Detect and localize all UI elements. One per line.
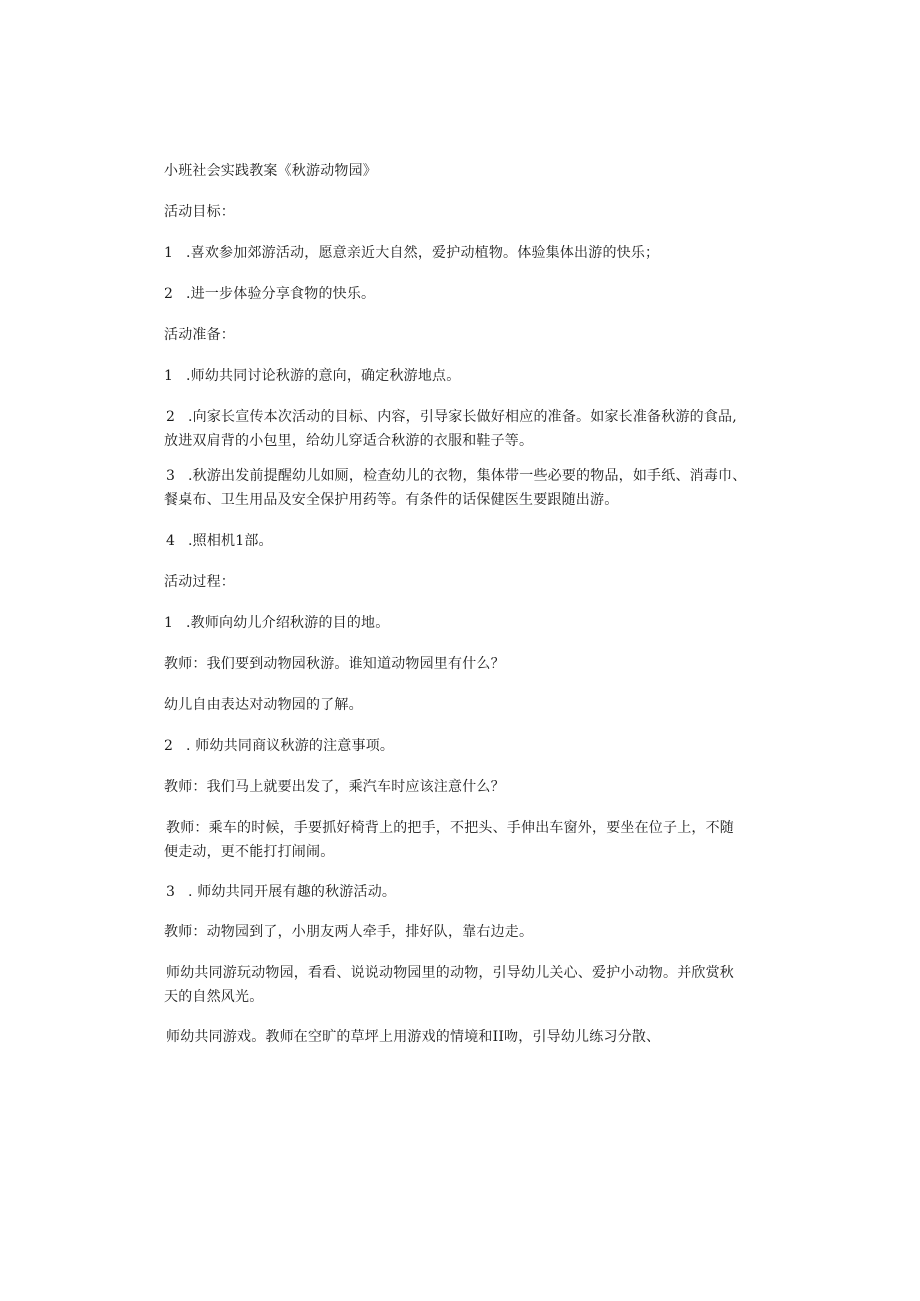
goal-2-number: 2 (164, 286, 174, 302)
document-title: 小班社会实践教案《秋游动物园》 (164, 163, 377, 179)
prep-item-3-line-2: 餐桌布、卫生用品及安全保护用药等。有条件的话保健医生要跟随出游。 (164, 492, 619, 508)
proc-2-teacher-line: 教师：我们马上就要出发了，乘汽车时应该注意什么？ (164, 779, 505, 795)
prep-item-2-line-2: 放进双肩背的小包里，给幼儿穿适合秋游的衣服和鞋子等。 (164, 433, 534, 449)
proc-3-teacher-line: 教师：动物园到了，小朋友两人牵手，排好队，靠右边走。 (164, 924, 534, 940)
proc-3-game-line: 师幼共同游戏。教师在空旷的草坪上用游戏的情境和II吻，引导幼儿练习分散、 (166, 1029, 661, 1045)
process-item-3 (166, 880, 396, 904)
proc-3-number: 3 (166, 884, 176, 900)
process-heading: 活动过程： (164, 574, 235, 590)
proc-2-number: 2 (164, 738, 174, 754)
prep-2-text-a: .向家长宣传本次活动的目标、内容，引导家长做好相应的准备。如家长准备秋游的食品, (188, 409, 737, 425)
goal-item-1 (164, 241, 659, 265)
goal-item-2 (164, 282, 375, 306)
proc-3-desc-line-2: 天的自然风光。 (164, 989, 264, 1005)
prep-1-number: 1 (164, 368, 174, 384)
prep-item-4 (166, 529, 273, 553)
prep-4-text: .照相机1部。 (188, 533, 273, 549)
prep-heading: 活动准备： (164, 327, 235, 343)
goal-1-number: 1 (164, 245, 174, 261)
prep-4-number: 4 (166, 533, 176, 549)
proc-3-desc-line-1: 师幼共同游玩动物园，看看、说说动物园里的动物，引导幼儿关心、爱护小动物。并欣赏秋 (166, 965, 734, 981)
goal-1-text: .喜欢参加郊游活动，愿意亲近大自然，爱护动植物。体验集体出游的快乐； (186, 245, 660, 261)
proc-1-teacher-line: 教师：我们要到动物园秋游。谁知道动物园里有什么？ (164, 656, 505, 672)
prep-item-1 (164, 364, 460, 388)
prep-item-2-line-1 (166, 405, 737, 429)
proc-1-child-line: 幼儿自由表达对动物园的了解。 (164, 697, 363, 713)
prep-3-text-a: .秋游出发前提醒幼儿如厕，检查幼儿的衣物，集体带一些必要的物品，如手纸、消毒巾、 (188, 468, 747, 484)
goal-2-text: .进一步体验分享食物的快乐。 (186, 286, 376, 302)
proc-1-text: .教师向幼儿介绍秋游的目的地。 (186, 615, 390, 631)
prep-2-number: 2 (166, 409, 176, 425)
proc-1-number: 1 (164, 615, 174, 631)
proc-3-text: . 师幼共同开展有趣的秋游活动。 (188, 884, 397, 900)
prep-3-number: 3 (166, 468, 176, 484)
goals-heading: 活动目标： (164, 204, 235, 220)
process-item-2 (164, 734, 394, 758)
proc-2-teacher-b-line-1: 教师：乘车的时候，手要抓好椅背上的把手，不把头、手伸出车窗外，要坐在位子上，不随 (166, 820, 734, 836)
process-item-1 (164, 611, 389, 635)
proc-2-teacher-b-line-2: 便走动，更不能打打闹闹。 (164, 844, 335, 860)
proc-2-text: . 师幼共同商议秋游的注意事项。 (186, 738, 395, 754)
prep-item-3-line-1 (166, 464, 746, 488)
prep-1-text: .师幼共同讨论秋游的意向，确定秋游地点。 (186, 368, 461, 384)
